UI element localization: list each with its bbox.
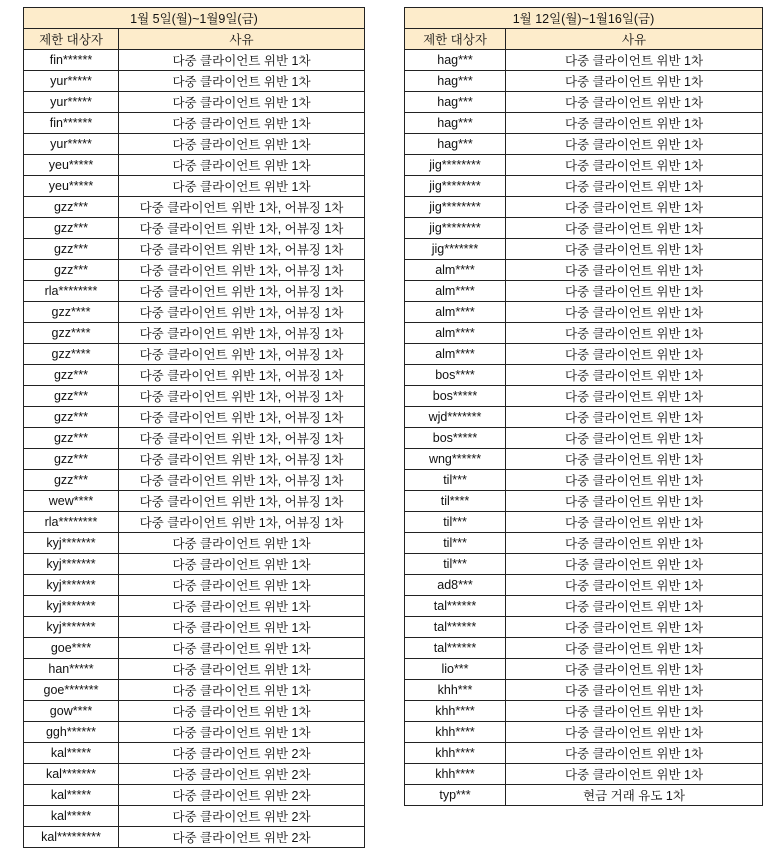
cell-target: til*** xyxy=(405,512,506,533)
cell-target: jig******* xyxy=(405,239,506,260)
cell-target: tal****** xyxy=(405,596,506,617)
table-row xyxy=(24,743,365,764)
table-row xyxy=(24,575,365,596)
table-row xyxy=(405,491,763,512)
cell-target: gzz*** xyxy=(24,470,119,491)
cell-reason: 다중 클라이언트 위반 1차 xyxy=(506,554,763,575)
table-row xyxy=(24,764,365,785)
cell-reason: 다중 클라이언트 위반 1차 xyxy=(119,701,365,722)
cell-target: hag*** xyxy=(405,50,506,71)
cell-reason: 다중 클라이언트 위반 1차 xyxy=(506,680,763,701)
table-row xyxy=(405,113,763,134)
cell-reason: 다중 클라이언트 위반 1차 xyxy=(506,113,763,134)
table-row xyxy=(24,533,365,554)
cell-target: til*** xyxy=(405,533,506,554)
table-row xyxy=(405,449,763,470)
cell-reason: 다중 클라이언트 위반 2차 xyxy=(119,806,365,827)
cell-target: goe******* xyxy=(24,680,119,701)
cell-reason: 다중 클라이언트 위반 1차, 어뷰징 1차 xyxy=(119,491,365,512)
cell-reason: 다중 클라이언트 위반 1차 xyxy=(506,407,763,428)
cell-target: gzz*** xyxy=(24,428,119,449)
cell-reason: 다중 클라이언트 위반 1차 xyxy=(506,449,763,470)
column-header-target: 제한 대상자 xyxy=(405,29,506,50)
cell-reason: 다중 클라이언트 위반 1차 xyxy=(506,722,763,743)
cell-target: kal***** xyxy=(24,806,119,827)
cell-target: rla******** xyxy=(24,281,119,302)
cell-target: tal****** xyxy=(405,617,506,638)
table-row xyxy=(405,134,763,155)
cell-reason: 다중 클라이언트 위반 1차 xyxy=(506,596,763,617)
cell-target: gzz*** xyxy=(24,218,119,239)
cell-target: alm**** xyxy=(405,302,506,323)
cell-target: til**** xyxy=(405,491,506,512)
cell-reason: 다중 클라이언트 위반 1차 xyxy=(119,575,365,596)
cell-target: ggh****** xyxy=(24,722,119,743)
cell-target: gzz*** xyxy=(24,239,119,260)
cell-target: jig******** xyxy=(405,197,506,218)
table-row xyxy=(24,365,365,386)
cell-reason: 다중 클라이언트 위반 1차 xyxy=(119,596,365,617)
table-row xyxy=(24,512,365,533)
cell-target: jig******** xyxy=(405,218,506,239)
cell-reason: 다중 클라이언트 위반 1차 xyxy=(506,617,763,638)
table-row xyxy=(24,71,365,92)
cell-target: yur***** xyxy=(24,134,119,155)
table-row xyxy=(24,176,365,197)
cell-reason: 다중 클라이언트 위반 1차 xyxy=(506,176,763,197)
cell-reason: 다중 클라이언트 위반 1차 xyxy=(506,491,763,512)
table-row xyxy=(405,365,763,386)
cell-reason: 다중 클라이언트 위반 1차 xyxy=(506,344,763,365)
table-row xyxy=(24,449,365,470)
cell-target: bos***** xyxy=(405,428,506,449)
cell-target: kal******* xyxy=(24,764,119,785)
cell-reason: 다중 클라이언트 위반 1차 xyxy=(506,155,763,176)
cell-reason: 다중 클라이언트 위반 1차, 어뷰징 1차 xyxy=(119,197,365,218)
table-row xyxy=(24,659,365,680)
cell-reason: 다중 클라이언트 위반 1차 xyxy=(506,575,763,596)
table-row xyxy=(405,722,763,743)
cell-reason: 다중 클라이언트 위반 1차, 어뷰징 1차 xyxy=(119,239,365,260)
table-row xyxy=(24,92,365,113)
cell-reason: 다중 클라이언트 위반 1차 xyxy=(506,428,763,449)
table-row xyxy=(24,638,365,659)
table-row xyxy=(24,806,365,827)
cell-reason: 다중 클라이언트 위반 1차, 어뷰징 1차 xyxy=(119,344,365,365)
cell-target: typ*** xyxy=(405,785,506,806)
cell-reason: 다중 클라이언트 위반 1차 xyxy=(506,260,763,281)
table-row xyxy=(405,512,763,533)
cell-reason: 다중 클라이언트 위반 1차, 어뷰징 1차 xyxy=(119,407,365,428)
cell-target: khh**** xyxy=(405,701,506,722)
cell-reason: 다중 클라이언트 위반 1차 xyxy=(119,533,365,554)
cell-reason: 다중 클라이언트 위반 1차, 어뷰징 1차 xyxy=(119,281,365,302)
cell-reason: 다중 클라이언트 위반 1차 xyxy=(506,365,763,386)
cell-reason: 다중 클라이언트 위반 2차 xyxy=(119,764,365,785)
cell-target: wjd******* xyxy=(405,407,506,428)
cell-target: han***** xyxy=(24,659,119,680)
restriction-table-week2 xyxy=(404,7,763,806)
cell-reason: 다중 클라이언트 위반 1차, 어뷰징 1차 xyxy=(119,449,365,470)
table-row xyxy=(405,701,763,722)
cell-reason: 다중 클라이언트 위반 1차 xyxy=(119,554,365,575)
table-row xyxy=(405,470,763,491)
cell-reason: 다중 클라이언트 위반 1차 xyxy=(506,512,763,533)
cell-target: hag*** xyxy=(405,113,506,134)
cell-target: kal***** xyxy=(24,785,119,806)
cell-target: wng****** xyxy=(405,449,506,470)
cell-target: wew**** xyxy=(24,491,119,512)
table-row xyxy=(24,827,365,848)
cell-reason: 다중 클라이언트 위반 1차 xyxy=(119,134,365,155)
table-row xyxy=(405,302,763,323)
cell-target: kal***** xyxy=(24,743,119,764)
cell-target: kyj******* xyxy=(24,533,119,554)
table-row xyxy=(24,491,365,512)
cell-target: khh*** xyxy=(405,680,506,701)
cell-reason: 다중 클라이언트 위반 2차 xyxy=(119,743,365,764)
table-row xyxy=(405,176,763,197)
cell-reason: 다중 클라이언트 위반 1차 xyxy=(119,659,365,680)
cell-reason: 다중 클라이언트 위반 1차 xyxy=(506,50,763,71)
cell-reason: 다중 클라이언트 위반 1차 xyxy=(506,701,763,722)
cell-target: bos***** xyxy=(405,386,506,407)
table-row xyxy=(24,596,365,617)
table-row xyxy=(24,218,365,239)
table-row xyxy=(24,344,365,365)
cell-target: kyj******* xyxy=(24,575,119,596)
cell-target: til*** xyxy=(405,554,506,575)
table-row xyxy=(405,680,763,701)
table-row xyxy=(405,743,763,764)
table-row xyxy=(405,638,763,659)
cell-target: kyj******* xyxy=(24,554,119,575)
cell-target: ad8*** xyxy=(405,575,506,596)
table-row xyxy=(24,785,365,806)
cell-target: gzz*** xyxy=(24,407,119,428)
cell-reason: 다중 클라이언트 위반 1차 xyxy=(119,71,365,92)
cell-reason: 다중 클라이언트 위반 1차 xyxy=(119,680,365,701)
cell-target: yur***** xyxy=(24,71,119,92)
table-row xyxy=(405,218,763,239)
table-row xyxy=(405,260,763,281)
cell-target: bos**** xyxy=(405,365,506,386)
cell-target: hag*** xyxy=(405,71,506,92)
column-header-reason: 사유 xyxy=(506,29,763,50)
cell-reason: 다중 클라이언트 위반 1차, 어뷰징 1차 xyxy=(119,386,365,407)
cell-reason: 다중 클라이언트 위반 2차 xyxy=(119,827,365,848)
cell-reason: 다중 클라이언트 위반 1차 xyxy=(506,638,763,659)
cell-target: alm**** xyxy=(405,323,506,344)
cell-reason: 다중 클라이언트 위반 1차 xyxy=(506,659,763,680)
cell-reason: 다중 클라이언트 위반 1차 xyxy=(506,239,763,260)
cell-target: jig******** xyxy=(405,155,506,176)
cell-target: gzz*** xyxy=(24,386,119,407)
cell-reason: 다중 클라이언트 위반 1차 xyxy=(506,218,763,239)
table-row xyxy=(24,239,365,260)
cell-reason: 다중 클라이언트 위반 1차 xyxy=(119,176,365,197)
table-row xyxy=(24,428,365,449)
table-row xyxy=(405,71,763,92)
table-row xyxy=(405,575,763,596)
cell-target: gzz**** xyxy=(24,344,119,365)
table-row xyxy=(24,386,365,407)
table-row xyxy=(405,197,763,218)
cell-reason: 다중 클라이언트 위반 1차 xyxy=(119,50,365,71)
table-row xyxy=(24,323,365,344)
cell-reason: 다중 클라이언트 위반 1차 xyxy=(119,638,365,659)
cell-target: tal****** xyxy=(405,638,506,659)
cell-target: gzz*** xyxy=(24,197,119,218)
cell-reason: 다중 클라이언트 위반 1차, 어뷰징 1차 xyxy=(119,218,365,239)
cell-target: yur***** xyxy=(24,92,119,113)
table-row xyxy=(24,50,365,71)
cell-target: alm**** xyxy=(405,344,506,365)
table-row xyxy=(405,344,763,365)
cell-reason: 다중 클라이언트 위반 1차 xyxy=(506,764,763,785)
cell-reason: 다중 클라이언트 위반 1차 xyxy=(506,134,763,155)
cell-reason: 현금 거래 유도 1차 xyxy=(506,785,763,806)
table-row xyxy=(405,659,763,680)
table-row xyxy=(405,92,763,113)
table-row xyxy=(405,281,763,302)
cell-target: kyj******* xyxy=(24,596,119,617)
column-header-target: 제한 대상자 xyxy=(24,29,119,50)
cell-reason: 다중 클라이언트 위반 1차 xyxy=(506,533,763,554)
cell-reason: 다중 클라이언트 위반 1차 xyxy=(506,743,763,764)
cell-target: gzz**** xyxy=(24,323,119,344)
table-row xyxy=(24,113,365,134)
table-row xyxy=(24,617,365,638)
table-row xyxy=(24,680,365,701)
cell-reason: 다중 클라이언트 위반 1차 xyxy=(506,197,763,218)
cell-target: khh**** xyxy=(405,764,506,785)
cell-target: gzz*** xyxy=(24,365,119,386)
table-row xyxy=(405,764,763,785)
cell-reason: 다중 클라이언트 위반 1차 xyxy=(506,281,763,302)
cell-target: yeu***** xyxy=(24,155,119,176)
table-row xyxy=(405,50,763,71)
column-header-reason: 사유 xyxy=(119,29,365,50)
cell-reason: 다중 클라이언트 위반 1차 xyxy=(506,323,763,344)
table-row xyxy=(24,134,365,155)
cell-reason: 다중 클라이언트 위반 1차 xyxy=(119,92,365,113)
cell-reason: 다중 클라이언트 위반 1차, 어뷰징 1차 xyxy=(119,512,365,533)
table-row xyxy=(405,596,763,617)
cell-reason: 다중 클라이언트 위반 1차 xyxy=(506,71,763,92)
table-row xyxy=(405,155,763,176)
table-row xyxy=(405,554,763,575)
cell-reason: 다중 클라이언트 위반 1차 xyxy=(506,386,763,407)
cell-reason: 다중 클라이언트 위반 1차 xyxy=(506,470,763,491)
cell-target: khh**** xyxy=(405,722,506,743)
cell-target: gzz*** xyxy=(24,260,119,281)
cell-target: rla******** xyxy=(24,512,119,533)
cell-target: lio*** xyxy=(405,659,506,680)
cell-reason: 다중 클라이언트 위반 2차 xyxy=(119,785,365,806)
table-row xyxy=(405,533,763,554)
table-row xyxy=(405,386,763,407)
cell-reason: 다중 클라이언트 위반 1차 xyxy=(506,302,763,323)
cell-reason: 다중 클라이언트 위반 1차 xyxy=(119,155,365,176)
cell-target: gow**** xyxy=(24,701,119,722)
table-row xyxy=(405,785,763,806)
cell-reason: 다중 클라이언트 위반 1차, 어뷰징 1차 xyxy=(119,302,365,323)
cell-reason: 다중 클라이언트 위반 1차 xyxy=(119,722,365,743)
table-row xyxy=(24,281,365,302)
table-row xyxy=(24,470,365,491)
cell-target: hag*** xyxy=(405,92,506,113)
cell-target: fin****** xyxy=(24,50,119,71)
cell-target: til*** xyxy=(405,470,506,491)
table-row xyxy=(405,239,763,260)
cell-reason: 다중 클라이언트 위반 1차, 어뷰징 1차 xyxy=(119,260,365,281)
cell-target: khh**** xyxy=(405,743,506,764)
cell-target: fin****** xyxy=(24,113,119,134)
table-row xyxy=(405,407,763,428)
cell-target: goe**** xyxy=(24,638,119,659)
cell-target: jig******** xyxy=(405,176,506,197)
cell-reason: 다중 클라이언트 위반 1차, 어뷰징 1차 xyxy=(119,470,365,491)
cell-reason: 다중 클라이언트 위반 1차, 어뷰징 1차 xyxy=(119,323,365,344)
cell-target: kyj******* xyxy=(24,617,119,638)
cell-target: yeu***** xyxy=(24,176,119,197)
table-row xyxy=(405,428,763,449)
table-row xyxy=(24,155,365,176)
cell-reason: 다중 클라이언트 위반 1차 xyxy=(119,617,365,638)
cell-target: gzz*** xyxy=(24,449,119,470)
cell-target: hag*** xyxy=(405,134,506,155)
cell-target: kal********* xyxy=(24,827,119,848)
cell-reason: 다중 클라이언트 위반 1차, 어뷰징 1차 xyxy=(119,365,365,386)
table-row xyxy=(405,617,763,638)
table-row xyxy=(24,701,365,722)
table-row xyxy=(24,302,365,323)
table-title: 1월 5일(월)~1월9일(금) xyxy=(24,8,365,29)
cell-target: alm**** xyxy=(405,281,506,302)
table-row xyxy=(24,197,365,218)
table-row xyxy=(24,722,365,743)
table-row xyxy=(405,323,763,344)
table-row xyxy=(24,407,365,428)
restriction-table-week1 xyxy=(23,7,365,848)
cell-reason: 다중 클라이언트 위반 1차, 어뷰징 1차 xyxy=(119,428,365,449)
table-row xyxy=(24,260,365,281)
cell-reason: 다중 클라이언트 위반 1차 xyxy=(506,92,763,113)
table-title: 1월 12일(월)~1월16일(금) xyxy=(405,8,763,29)
cell-target: gzz**** xyxy=(24,302,119,323)
table-row xyxy=(24,554,365,575)
cell-target: alm**** xyxy=(405,260,506,281)
cell-reason: 다중 클라이언트 위반 1차 xyxy=(119,113,365,134)
